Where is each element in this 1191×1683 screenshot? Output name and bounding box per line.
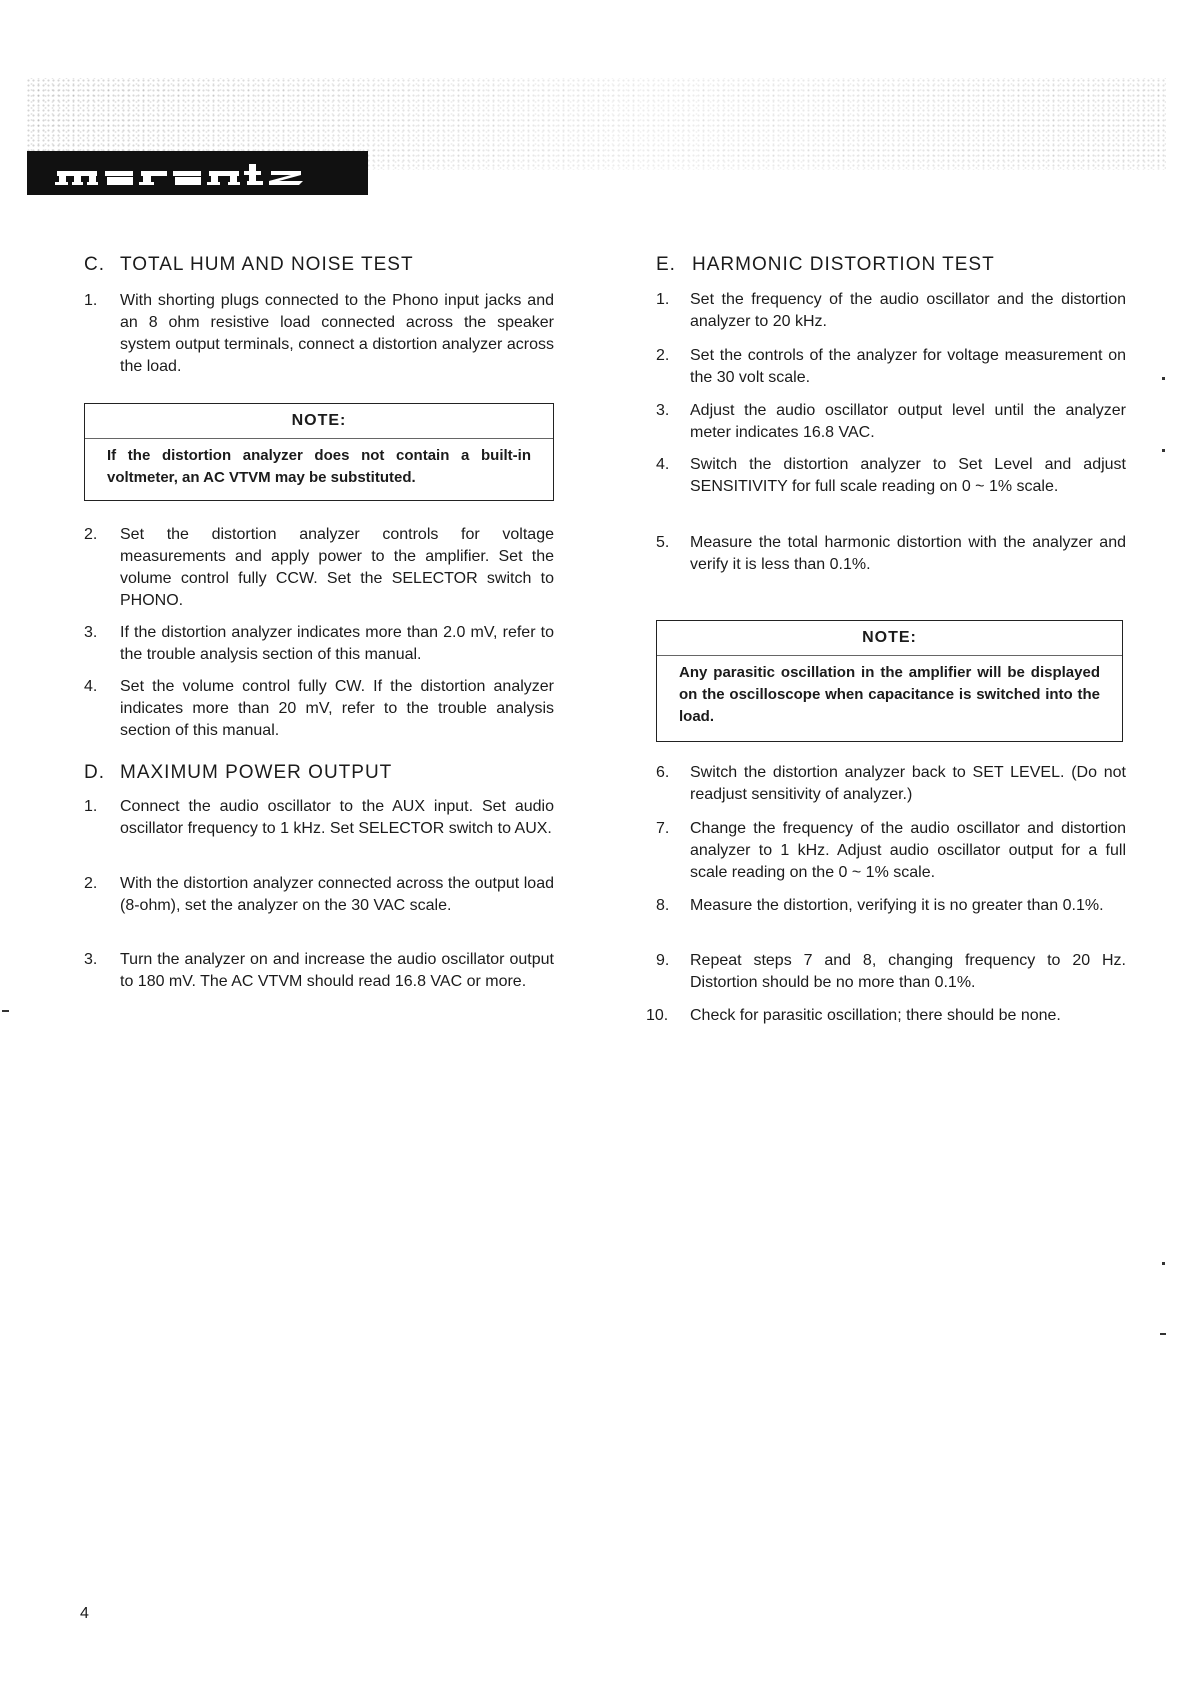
- page-number: 4: [80, 1605, 89, 1622]
- section-c-item-2: 2. Set the distortion analyzer controls for voltage measurements and apply power to the amplifier. Set the volume control fully CCW. Set the SELECTOR switch to PHONO.: [84, 526, 554, 609]
- section-d-heading: [84, 762, 392, 784]
- section-e-item-6: 6. Switch the distortion analyzer back to SET LEVEL. (Do not readjust sensitivity of analyzer.): [656, 764, 1126, 803]
- section-e-item-1: 1. Set the frequency of the audio oscillator and the distortion analyzer to 20 kHz.: [656, 291, 1126, 330]
- section-c-letter: C.: [84, 254, 105, 275]
- section-d-item-3: 3. Turn the analyzer on and increase the audio oscillator output to 180 mV. The AC VTVM should read 16.8 VAC or more.: [84, 951, 554, 990]
- section-e-item-8: 8. Measure the distortion, verifying it is no greater than 0.1%.: [656, 897, 1104, 914]
- section-c-item-4: 4. Set the volume control fully CW. If the distortion analyzer indicates more than 20 mV, refer to the trouble analysis section of this manual.: [84, 678, 554, 739]
- scan-mark: [1162, 449, 1165, 452]
- section-c-item-3: 3. If the distortion analyzer indicates more than 2.0 mV, refer to the trouble analysis section of this manual.: [84, 624, 554, 663]
- section-d-item-2: 2. With the distortion analyzer connected across the output load (8-ohm), set the analyzer on the 30 VAC scale.: [84, 875, 554, 914]
- scan-mark: [2, 1010, 9, 1012]
- note-text: Any parasitic oscillation in the amplifier will be displayed on the oscilloscope when capacitance is switched into the load.: [679, 664, 1100, 725]
- section-e-note: [656, 620, 1123, 742]
- section-e-item-4: 4. Switch the distortion analyzer to Set Level and adjust SENSITIVITY for full scale reading on 0 ~ 1% scale.: [656, 456, 1126, 495]
- section-e-item-10: 10. Check for parasitic oscillation; there should be none.: [646, 1007, 1061, 1024]
- section-e-item-9: 9. Repeat steps 7 and 8, changing frequency to 20 Hz. Distortion should be no more than 0.1%.: [656, 952, 1126, 991]
- scan-mark: [1162, 377, 1165, 380]
- section-e-item-3: 3. Adjust the audio oscillator output level until the analyzer meter indicates 16.8 VAC.: [656, 402, 1126, 441]
- note-title: NOTE:: [291, 412, 347, 429]
- section-c-title: TOTAL HUM AND NOISE TEST: [120, 254, 414, 275]
- section-e-item-7: 7. Change the frequency of the audio oscillator and distortion analyzer to 1 kHz. Adjust audio oscillator output for a full scale reading on the 0 ~ 1% scale.: [656, 820, 1126, 881]
- section-c-heading: [84, 254, 414, 276]
- brand-logo: [27, 151, 368, 195]
- section-e-heading: [656, 254, 995, 276]
- section-e-letter: E.: [656, 254, 676, 275]
- section-d-letter: D.: [84, 762, 105, 783]
- section-e-title: HARMONIC DISTORTION TEST: [692, 254, 995, 275]
- scan-mark: [1160, 1333, 1166, 1335]
- section-e-item-2: 2. Set the controls of the analyzer for voltage measurement on the 30 volt scale.: [656, 347, 1126, 386]
- section-d-title: MAXIMUM POWER OUTPUT: [120, 762, 393, 783]
- section-d-item-1: 1. Connect the audio oscillator to the AUX input. Set audio oscillator frequency to 1 kHz. Set SELECTOR switch to AUX.: [84, 798, 554, 837]
- note-title: NOTE:: [862, 629, 917, 646]
- section-c-item-1: 1. With shorting plugs connected to the Phono input jacks and an 8 ohm resistive load connected across the speaker system output terminals, connect a distortion analyzer across the load.: [84, 292, 554, 375]
- scan-mark: [1162, 1262, 1165, 1265]
- section-e-item-5: 5. Measure the total harmonic distortion with the analyzer and verify it is less than 0.1%.: [656, 534, 1126, 573]
- section-c-note: [84, 403, 554, 501]
- note-text: If the distortion analyzer does not contain a built-in voltmeter, an AC VTVM may be substituted.: [107, 447, 531, 486]
